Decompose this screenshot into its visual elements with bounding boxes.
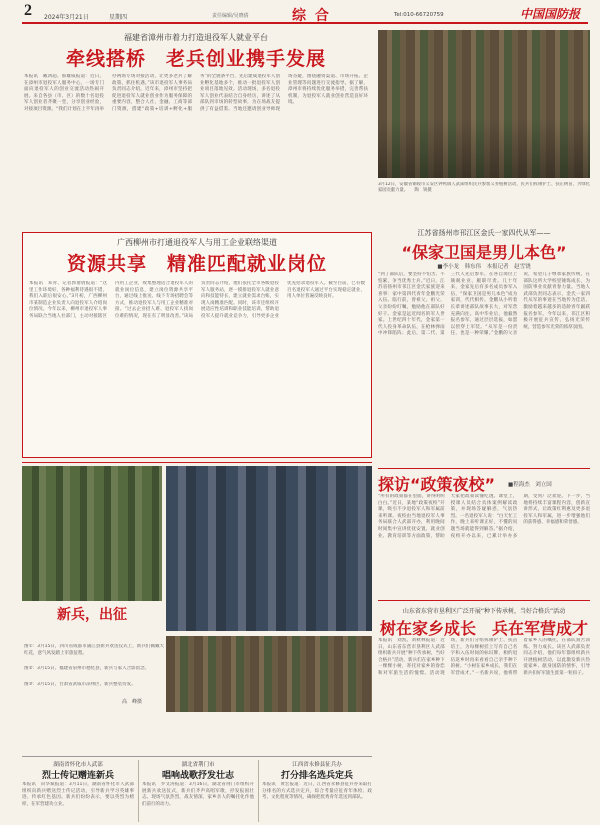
- article-liuzhou: [22, 232, 372, 458]
- photo-caption-1: 图①：3月15日，四川省成都市蒲江县新兵欢送仪式上，新兵们佩戴大红花，意气风发踏上军旅征程。: [24, 644, 164, 656]
- brief-headline: 打分排名选兵定兵: [280, 771, 353, 781]
- brief-yongxiu: [262, 760, 372, 822]
- page-header: [22, 4, 588, 24]
- brief-body: 本报讯 黄宏报道：近日，江西省永修县征兵办采取打分排名的方式选兵定兵，综合考量应征青年体检、政考、文化程度等情况，确保把优秀青年选送到部队。: [262, 782, 372, 801]
- article-body: 本报讯 邓青、记者郭倩倩报道：“这里工作环境好，各种福利待遇很不错，我们入职后很安心。”3月初，广西柳州市某制造企业负责人向退役军人介绍岗位情况。今年以来，柳州市退役军人事务局联合当地人社部门，主动对接辖区内用工企业，收集整理适合退役军人的就业岗位信息，建立岗位资源共享平台，通过线上推送、线下专场招聘会等方式，推动退役军人与用工企业精准对接。“过去企业招人难、退役军人找岗位难的情况，现在有了明显改善。”该局负责同志介绍，他们依托全市各级退役军人服务站，逐一摸排退役军人就业意向和技能特长，建立就业需求台账，实现人岗精准匹配。同时，该市还组织开展适应性培训和职业技能培训，帮助退役军人提升就业竞争力，引导更多企业优先招录退役军人。截至目前，已有数百名退役军人通过平台实现稳定就业，用人单位普遍反映良好。: [29, 281, 365, 319]
- brief-headline: 烈士传记赠连新兵: [41, 771, 114, 781]
- tree-planting-photo: [378, 30, 590, 178]
- article-kicker: 福建省漳州市着力打造退役军人就业平台: [124, 33, 268, 42]
- photo-shade: [378, 119, 590, 178]
- photo-caption-2: 图②：3月15日，福建省泉州市德化县，新兵与家人合影留念。: [24, 666, 150, 671]
- article-jin-family: [378, 212, 590, 466]
- article-body: 本报讯 刘凯、刘秋林报道：近日，山东省东营市垦利区人武部组织新兵开展“种下传承树，当好合格兵”活动，新兵们在家乡种下一棵棵小树，寄托对家乡的眷恋和对军旅生活的憧憬。活动现场，新兵们分组挥锹铲土、扶苗培土，为每棵树挂上写有自己名字和入伍时间的标识牌，相约退伍返乡时再来看看自己亲手种下的树。“小树在家乡成长，我们在军营成才。”一名新兵说，他将带着家乡人的嘱托，在部队刻苦训练、努力成长。该区人武部负责同志介绍，他们每年都组织新兵开展植树活动，以此激发新兵热爱家乡、献身国防的情怀，引导新兵扣好军旅生涯第一粒扣子。: [378, 638, 590, 676]
- article-headline: “保家卫国是男儿本色”: [401, 243, 567, 262]
- photo-group-title: 新兵，出征: [57, 607, 127, 623]
- section-name: 综 合: [292, 8, 331, 24]
- article-byline: ■程海杰 刘立国: [508, 482, 552, 488]
- photo-caption: 3月12日，安徽省铜陵市义安区钟鸣镇人武部组织民兵参加义务植树活动，民兵们挥锹铲土、扶正树苗，为绿化家园贡献力量。 陶 锐摄: [378, 182, 590, 193]
- brief-jingmen: [142, 760, 254, 822]
- article-policy-night-school: [378, 472, 590, 598]
- article-headline: 资源共享 精准匹配就业岗位: [66, 253, 327, 275]
- brief-kicker: 湖北省荆门市: [181, 762, 215, 768]
- brief-headline: 唱响战歌抒发壮志: [161, 771, 234, 781]
- brief-huaihua: [22, 760, 134, 822]
- brief-body: 本报讯 向华斌报道：3月11日，湖南省怀化市人武部组织向新兵赠送烈士传记活动，引导新兵学习英雄事迹、传承红色基因。新兵们纷纷表示，要以英烈为榜样，在军营建功立业。: [22, 782, 134, 807]
- article-kicker: 山东省东营市垦利区广泛开展“种下传承树，当好合格兵”活动: [402, 608, 566, 615]
- article-headline: 牵线搭桥 老兵创业携手发展: [65, 48, 326, 70]
- bottom-divider: [22, 756, 372, 757]
- article-body: 本报讯 戴鸿超、蔡雄威报道：近日，在漳州市退役军人服务中心，一场专门面向退役军人的创业交流活动热闹开展。来自各县（市、区）的数十名退役军人创业者齐聚一堂，分享创业经验，对接项目资源。“我们计划在上半年再举办两场专场对接活动，让更多老兵了解政策、抓住机遇。”该市退役军人事务局负责同志介绍。近年来，漳州市坚持把促进退役军人就业创业作为服务保障的重要内容，整合人社、金融、工商等部门资源，搭建“政策+培训+孵化+服务”的全链条平台，先后建成退役军人创业孵化基地多个，推动一批退役军人创业项目落地见效。活动现场，多名退役军人创业代表结合自身经历，讲述了从部队到市场的转型故事，为在场战友提供了有益借鉴。当地还邀请创业导师现场答疑，围绕融资渠道、市场开拓、企业管理等问题进行交流指导。据了解，漳州市将持续优化服务举措，完善帮扶机制，为退役军人就业创业营造良好环境。: [24, 74, 368, 112]
- issue-date: 2024年3月21日: [44, 14, 89, 21]
- brief-body: 本报讯 罗文涛报道：3月16日，湖北省荆门市组织开展新兵欢送仪式，新兵们齐声高唱军歌，抒发报国壮志。现场气氛热烈，战友情深，家乡亲人的嘱托化作他们前行的动力。: [142, 782, 254, 807]
- article-zhangzhou: [22, 30, 370, 230]
- section-divider: [378, 468, 590, 469]
- section-divider: [378, 600, 590, 601]
- article-kicker: 江苏省扬州市邗江区金氏一家四代从军——: [417, 229, 551, 237]
- article-kenli-trees: [22, 606, 590, 754]
- responsible-editor: 责任编辑/吴晓倩: [212, 13, 249, 19]
- article-headline: 探访“政策夜校”: [378, 475, 496, 494]
- brief-separator: [258, 760, 259, 822]
- article-headline: 树在家乡成长 兵在军营成才: [379, 619, 588, 638]
- article-kicker: 广西柳州市打通退役军人与用工企业联络渠道: [117, 238, 277, 247]
- photo-1-farewell: [22, 466, 162, 601]
- photo-credit: 高 峰摄: [122, 699, 143, 705]
- section-divider: [22, 462, 372, 463]
- brief-kicker: 江西省永修县征兵办: [292, 762, 342, 768]
- brief-separator: [138, 760, 139, 822]
- telephone: Tel:010-66720759: [394, 12, 444, 18]
- article-body: “到了部队后，要坚持不怕苦、不怕累，争当优秀士兵。”近日，江苏省扬州市邗江区金氏家族迎来喜事：家中第四代青年金鹏光荣入伍。临行前，曾祖父、祖父、父亲纷纷叮嘱，勉励他在部队好好干。金家是远近闻名的军人世家。上世纪四十年代，金家第一代人投身革命队伍，在枪林弹雨中冲锋陷阵；此后，第二代、第三代人先后参军，在各自岗位上兢兢业业、履职尽责。几十年来，金家先后有多名成员参军入伍，“保家卫国是男儿本色”成为家训，代代相传。金鹏从小听着长辈讲述部队故事长大，对军营充满向往。高中毕业后，他毅然报名参军，通过层层选拔，如愿以偿穿上军装。“从军是一份责任，也是一种荣耀。”金鹏的父亲说，希望儿子继承家族传统，在部队这所大学校里锤炼成长，为国防事业贡献青春力量。当地人武部负责同志表示，金氏一家四代从军的事迹在当地传为佳话，激励着越来越多的适龄青年踊跃报名参军。今年以来，邗江区积极开展征兵宣传，弘扬光荣传统，营造参军光荣的浓厚氛围。: [378, 272, 590, 337]
- masthead-logo: 中国国防报: [520, 7, 581, 21]
- issue-weekday: 星期四: [109, 14, 128, 21]
- page-number: 2: [24, 2, 32, 19]
- article-byline: ■李小龙 韩东伟 本报记者 赵雪饶: [437, 264, 531, 270]
- brief-kicker: 湖南省怀化市人武部: [53, 762, 103, 768]
- article-body: “所有的政策都在里面，讲得明明白白。”近日，某地“政策夜校”开课，吸引不少退役军人和军属前来听课。夜校由当地退役军人事务局联合人武部开办，利用晚间时间集中宣讲优抚安置、就业创业、教育培训等方面政策，帮助大家把政策读懂吃透。课堂上，授课人员结合具体案例解读政策，并现场答疑解惑，气氛热烈。一名退役军人说：“白天忙工作，晚上来听课正好，不懂的问题当场就能得到解答。”据介绍，夜校开办以来，已累计举办多期，受到广泛欢迎。下一步，当地将持续丰富课程内容，创新宣讲形式，让政策红利惠及更多退役军人和军属，进一步增强他们的获得感、幸福感和荣誉感。: [378, 494, 590, 539]
- photo-caption-3: 图③：3月15日，甘肃省武威市凉州区，新兵整装待发。: [24, 682, 136, 687]
